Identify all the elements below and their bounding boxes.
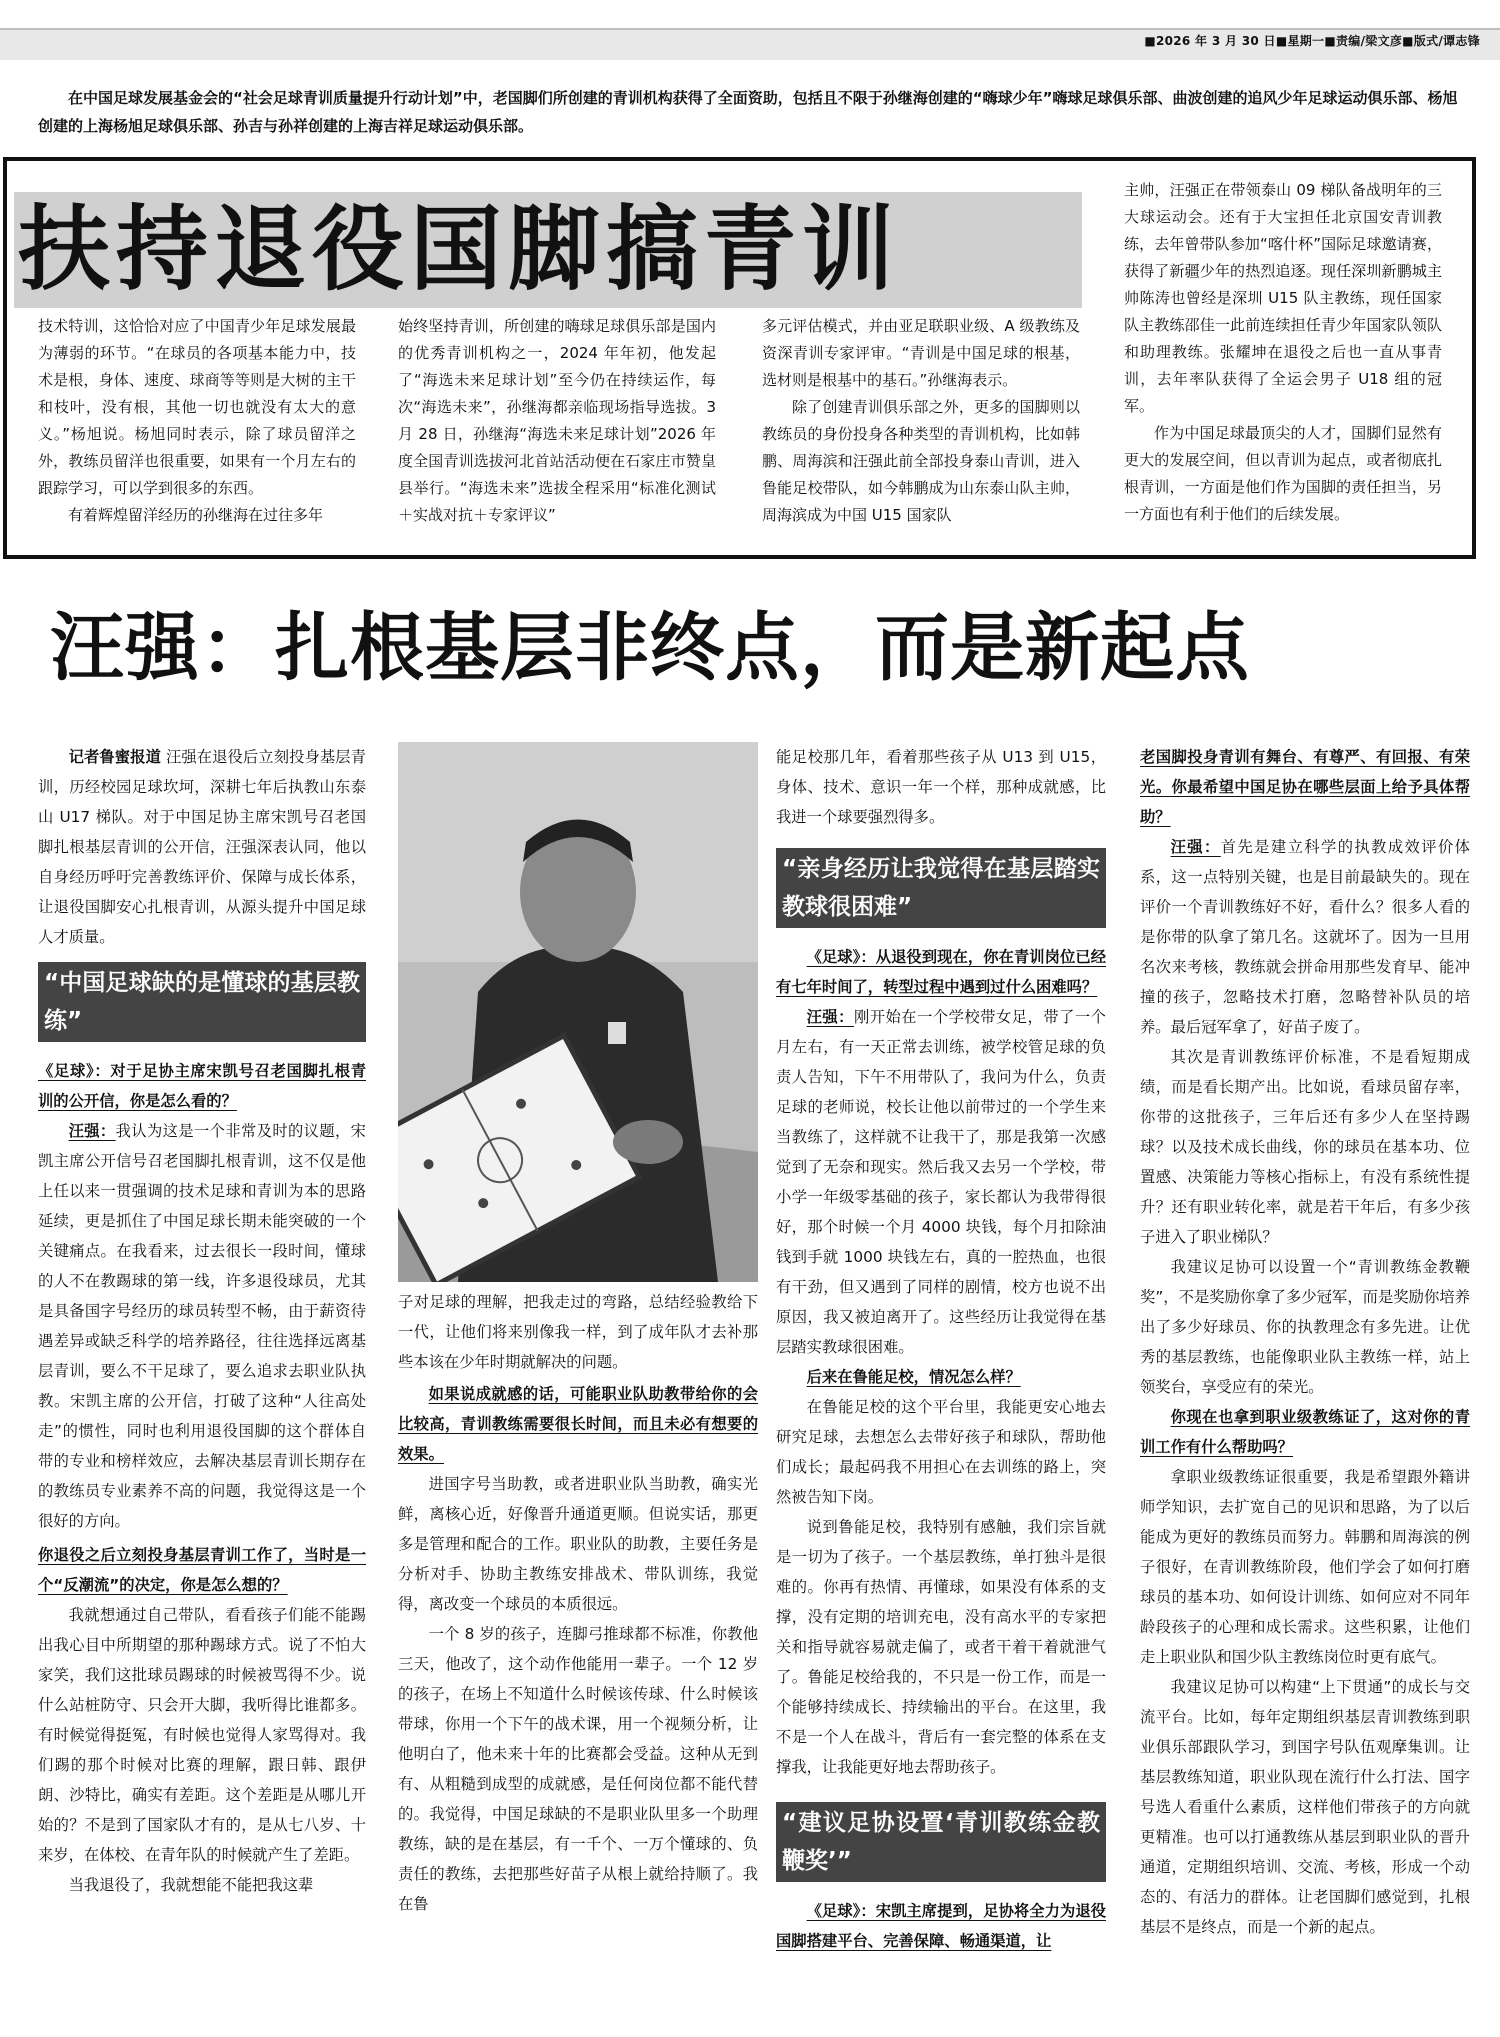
article1-col2 (398, 313, 716, 529)
answer-3a: 进国字号当助教，或者进职业队当助教，确实光鲜，离核心近，好像晋升通道更顺。但说实话，那更多是管理和配合的工作。职业队的助教，主要任务是分析对手、协助主教练安排战术、带队训练，我觉得，离改变一个球员的本质很远。 (398, 1475, 758, 1613)
article2-col1 (38, 742, 366, 1900)
question-6: 《足球》：宋凯主席提到，足协将全力为退役国脚搭建平台、完善保障、畅通渠道，让 (776, 1902, 1106, 1950)
article1-col3 (762, 313, 1080, 529)
question-4: 《足球》：从退役到现在，你在青训岗位已经有七年时间了，转型过程中遇到过什么困难吗？ (776, 948, 1106, 996)
article2-headline: 汪强：扎根基层非终点，而是新起点 (50, 605, 1250, 691)
subhead-2: “亲身经历让我觉得在基层踏实教球很困难” (776, 848, 1106, 928)
answer-4 (776, 1002, 1106, 1362)
question-2: 你退役之后立刻投身基层青训工作了，当时是一个“反潮流”的决定，你是怎么想的？ (38, 1546, 366, 1594)
paragraph: 始终坚持青训，所创建的嗨球足球俱乐部是国内的优秀青训机构之一，2024 年年初，他发起了“海选未来足球计划”至今仍在持续运作，每次“海选未来”，孙继海都亲临现场指导选拔。3 月 28 日，孙继海“海选未来足球计划”2026 年度全国青训选拔河北首站活动便在石家庄市赞皇县举行。“海选未来”选拔全程采用“标准化测试＋实战对抗＋专家评议” (398, 317, 716, 524)
dateline: ■2026 年 3 月 30 日■星期一■责编/梁文彦■版式/谭志锋 (1144, 34, 1480, 48)
answer-2b: 当我退役了，我就想能不能把我这辈 (68, 1876, 314, 1894)
article1-col1 (38, 313, 356, 529)
answer-2a: 我就想通过自己带队，看看孩子们能不能踢出我心目中所期望的那种踢球方式。说了不怕大家笑，我们这批球员踢球的时候被骂得不少。说什么站桩防守、只会开大脚，我听得比谁都多。有时候觉得挺冤，有时候也觉得人家骂得对。我们踢的那个时候对比赛的理解，跟日韩、跟伊朗、沙特比，确实有差距。这个差距是从哪儿开始的？不是到了国家队才有的，是从七八岁、十来岁，在体校、在青年队的时候就产生了差距。 (38, 1606, 366, 1864)
answer-5a: 在鲁能足校的这个平台里，我能更安心地去研究足球，去想怎么去带好孩子和球队，帮助他们成长；最起码我不用担心在去训练的路上，突然被告知下岗。 (776, 1398, 1106, 1506)
answer-1-text: 我认为这是一个非常及时的议题，宋凯主席公开信号召老国脚扎根青训，这不仅是他上任以来一贯强调的技术足球和青训为本的思路延续，更是抓住了中国足球长期未能突破的一个关键痛点。在我看来，过去很长一段时间，懂球的人不在教踢球的第一线，许多退役球员，尤其是具备国字号经历的球员转型不畅，由于薪资待遇差异或缺乏科学的培养路径，往往选择远离基层青训，要么不干足球了，要么追求去职业队执教。宋凯主席的公开信，打破了这种“人往高处走”的惯性，同时也利用退役国脚的这个群体自带的专业和榜样效应，去解决基层青训长期存在的教练员专业素养不高的问题，我觉得这是一个很好的方向。 (38, 1122, 366, 1530)
answer-5b: 说到鲁能足校，我特别有感触，我们宗旨就是一切为了孩子。一个基层教练，单打独斗是很难的。你再有热情、再懂球，如果没有体系的支撑，没有定期的培训充电，没有高水平的专家把关和指导就容易就走偏了，或者干着干着就泄气了。鲁能足校给我的，不只是一份工作，而是一个能够持续成长、持续输出的平台。在这里，我不是一个人在战斗，背后有一套完整的体系在支撑我，让我能更好地去帮助孩子。 (776, 1518, 1106, 1776)
speaker-label: 汪强： (806, 1008, 854, 1026)
paragraph: 主帅，汪强正在带领泰山 09 梯队备战明年的三大球运动会。还有于大宝担任北京国安青训教练，去年曾带队参加“喀什杯”国际足球邀请赛，获得了新疆少年的热烈追逐。现任深圳新鹏城主帅陈涛也曾经是深圳 U15 队主教练，现任国家队主教练邵佳一此前连续担任青少年国家队领队和助理教练。张耀坤在退役之后也一直从事青训，去年率队获得了全运会男子 U18 组的冠军。 (1124, 181, 1442, 415)
answer-6a (1140, 832, 1470, 1042)
answer-6b: 其次是青训教练评价标准，不是看短期成绩，而是看长期产出。比如说，看球员留存率，你带的这批孩子，三年后还有多少人在坚持踢球？以及技术成长曲线，你的球员在基本功、位置感、决策能力等核心指标上，有没有系统性提升？还有职业转化率，就是若干年后，有多少孩子进入了职业梯队？ (1140, 1048, 1470, 1246)
question-1: 《足球》：对于足协主席宋凯号召老国脚扎根青训的公开信，你是怎么看的？ (38, 1062, 366, 1110)
paragraph: 能足校那几年，看着那些孩子从 U13 到 U15，身体、技术、意识一年一个样，那种成就感，比我进一个球要强烈得多。 (776, 748, 1106, 826)
answer-7b: 我建议足协可以构建“上下贯通”的成长与交流平台。比如，每年定期组织基层青训教练到职业俱乐部跟队学习，到国字号队伍观摩集训。让基层教练知道，职业队现在流行什么打法、国字号选人看重什么素质，这样他们带孩子的方向就更精准。也可以打通教练从基层到职业队的晋升通道，定期组织培训、交流、考核，形成一个动态的、有活力的群体。让老国脚们感觉到，扎根基层不是终点，而是一个新的起点。 (1140, 1678, 1470, 1936)
article1-headline-bg (14, 192, 1082, 308)
paragraph: 多元评估模式，并由亚足联职业级、A 级教练及资深青训专家评审。“青训是中国足球的根基，选材则是根基中的基石。”孙继海表示。 (762, 317, 1080, 389)
answer-1 (38, 1116, 366, 1536)
paragraph: 子对足球的理解，把我走过的弯路，总结经验教给下一代，让他们将来别像我一样，到了成年队才去补那些本该在少年时期就解决的问题。 (398, 1293, 758, 1371)
article2-col3 (776, 742, 1106, 1956)
speaker-label: 汪强： (1170, 838, 1221, 856)
answer-6a-text: 首先是建立科学的执教成效评价体系，这一点特别关键，也是目前最缺失的。现在评价一个青训教练好不好，看什么？很多人看的是你带的队拿了第几名。这就坏了。因为一旦用名次来考核，教练就会拼命用那些发育早、能冲撞的孩子，忽略技术打磨，忽略替补队员的培养。最后冠军拿了，好苗子废了。 (1140, 838, 1470, 1036)
coach-photo-illustration (398, 742, 758, 1282)
intro-paragraph: 在中国足球发展基金会的“社会足球青训质量提升行动计划”中，老国脚们所创建的青训机构获得了全面资助，包括且不限于孙继海创建的“嗨球少年”嗨球足球俱乐部、曲波创建的追风少年足球运动俱乐部、杨旭创建的上海杨旭足球俱乐部、孙吉与孙祥创建的上海吉祥足球运动俱乐部。 (38, 89, 1458, 135)
question-6-cont: 老国脚投身青训有舞台、有尊严、有回报、有荣光。你最希望中国足协在哪些层面上给予具体帮助？ (1140, 748, 1470, 826)
question-3: 如果说成就感的话，可能职业队助教带给你的会比较高，青训教练需要很长时间，而且未必有想要的效果。 (398, 1385, 758, 1463)
answer-7a: 拿职业级教练证很重要，我是希望跟外籍讲师学知识，去扩宽自己的见识和思路，为了以后能成为更好的教练员而努力。韩鹏和周海滨的例子很好，在青训教练阶段，他们学会了如何打磨球员的基本功、如何设计训练、如何应对不同年龄段孩子的心理和成长需求。这些积累，让他们走上职业队和国少队主教练岗位时更有底气。 (1140, 1468, 1470, 1666)
speaker-label: 汪强： (68, 1122, 116, 1140)
coach-photo (398, 742, 758, 1282)
answer-3b: 一个 8 岁的孩子，连脚弓推球都不标准，你教他三天，他改了，这个动作他能用一辈子。一个 12 岁的孩子，在场上不知道什么时候该传球、什么时候该带球，你用一个下午的战术课，用一个视频分析，让他明白了，他未来十年的比赛都会受益。这种从无到有、从粗糙到成型的成就感，是任何岗位都不能代替的。我觉得，中国足球缺的不是职业队里多一个助理教练，缺的是在基层，有一千个、一万个懂球的、负责任的教练，去把那些好苗子从根上就给持顺了。我在鲁 (398, 1625, 758, 1913)
article1-headline: 扶持退役国脚搞青训 (18, 196, 901, 303)
lead-text: 汪强在退役后立刻投身基层青训，历经校园足球坎坷，深耕七年后执教山东泰山 U17 梯队。对于中国足协主席宋凯号召老国脚扎根基层青训的公开信，汪强深表认同，他以自身经历呼吁完善教练评价、保障与成长体系，让退役国脚安心扎根青训，从源头提升中国足球人才质量。 (38, 748, 366, 946)
question-7: 你现在也拿到职业级教练证了，这对你的青训工作有什么帮助吗？ (1140, 1408, 1470, 1456)
subhead-3: “建议足协设置‘青训教练金教鞭奖’” (776, 1802, 1106, 1882)
byline: 记者鲁蜜报道 (68, 748, 161, 766)
answer-6c: 我建议足协可以设置一个“青训教练金教鞭奖”，不是奖励你拿了多少冠军，而是奖励你培养出了多少好球员、你的执教理念有多先进。让优秀的基层教练，也能像职业队主教练一样，站上领奖台，享受应有的荣光。 (1140, 1258, 1470, 1396)
answer-4-text: 刚开始在一个学校带女足，带了一个月左右，有一天正常去训练，被学校管足球的负责人告知，下午不用带队了，我问为什么，负责足球的老师说，校长让他以前带过的一个学生来当教练了，这样就不让我干了，那是我第一次感觉到了无奈和现实。然后我又去另一个学校，带小学一年级零基础的孩子，家长都认为我带得很好，那个时候一个月 4000 块钱，每个月扣除油钱到手就 1000 块钱左右，真的一腔热血，也很有干劲，但又遇到了同样的剧情，校方也说不出原因，我又被迫离开了。这些经历让我觉得在基层踏实教球很困难。 (776, 1008, 1106, 1356)
subhead-1: “中国足球缺的是懂球的基层教练” (38, 962, 366, 1042)
article2-col4 (1140, 742, 1470, 1942)
article1-col4 (1124, 177, 1442, 528)
paragraph: 作为中国足球最顶尖的人才，国脚们显然有更大的发展空间，但以青训为起点，或者彻底扎根青训，一方面是他们作为国脚的责任担当，另一方面也有利于他们的后续发展。 (1124, 424, 1442, 523)
paragraph: 技术特训，这恰恰对应了中国青少年足球发展最为薄弱的环节。“在球员的各项基本能力中，技术是根，身体、速度、球商等等则是大树的主干和枝叶，没有根，其他一切也就没有太大的意义。”杨旭说。杨旭同时表示，除了球员留洋之外，教练员留洋也很重要，如果有一个月左右的跟踪学习，可以学到很多的东西。 (38, 317, 356, 497)
question-5: 后来在鲁能足校，情况怎么样？ (806, 1368, 1021, 1386)
article2-col2 (398, 1287, 758, 1919)
paragraph: 除了创建青训俱乐部之外，更多的国脚则以教练员的身份投身各种类型的青训机构，比如韩鹏、周海滨和汪强此前全部投身泰山青训，进入鲁能足校带队，如今韩鹏成为山东泰山队主帅，周海滨成为中国 U15 国家队 (762, 398, 1080, 524)
lead-paragraph (38, 742, 366, 952)
paragraph: 有着辉煌留洋经历的孙继海在过往多年 (68, 506, 324, 524)
